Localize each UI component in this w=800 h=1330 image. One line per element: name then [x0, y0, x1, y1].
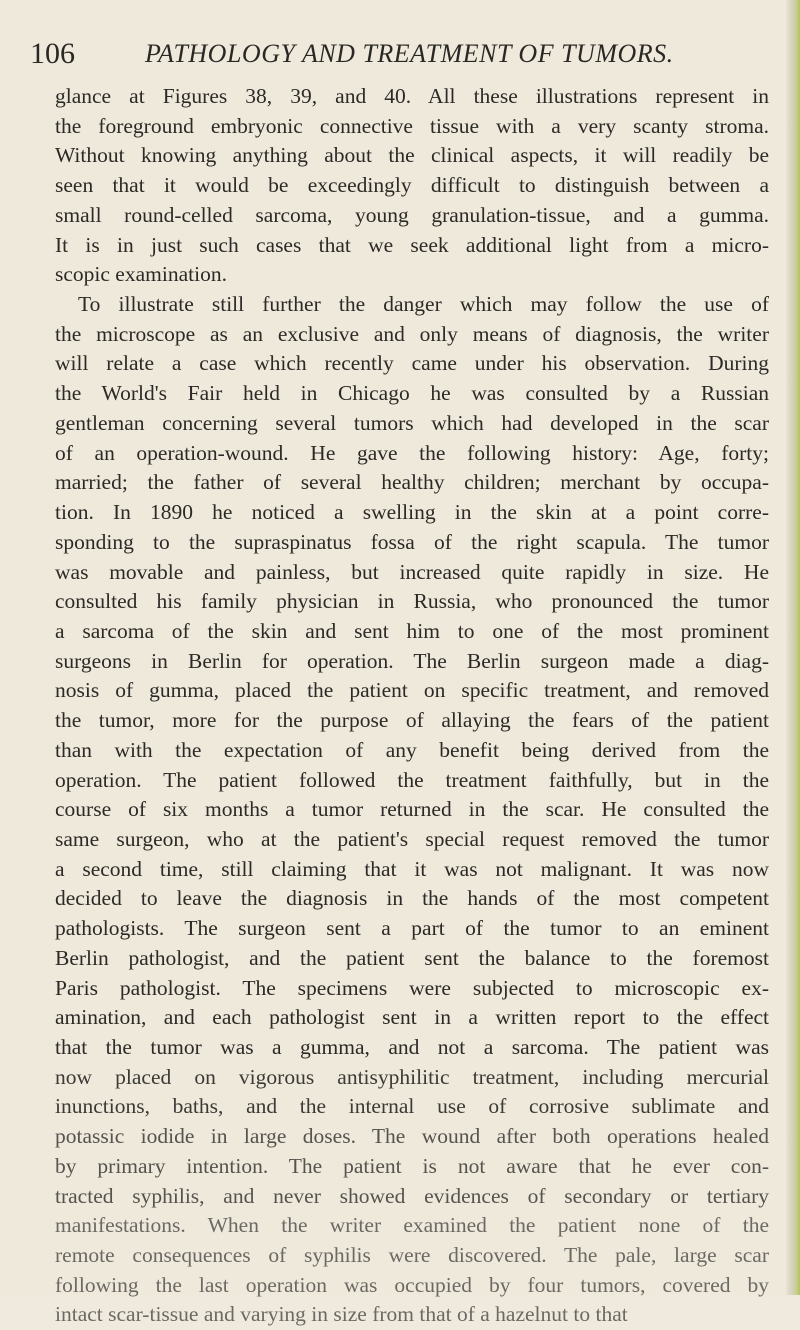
- text-line: a second time, still claiming that it was not malignant. It was now: [55, 856, 769, 881]
- text-line: consulted his family physician in Russia, who pronounced the tumor: [55, 589, 769, 614]
- text-line: of an operation-wound. He gave the following history: Age, forty;: [55, 440, 769, 465]
- text-line: tion. In 1890 he noticed a swelling in the skin at a point corre-: [55, 500, 769, 525]
- text-line: that the tumor was a gumma, and not a sarcoma. The patient was: [55, 1035, 769, 1059]
- text-line: will relate a case which recently came under his observation. During: [55, 351, 769, 376]
- text-line: Berlin pathologist, and the patient sent the balance to the foremost: [55, 945, 769, 970]
- text-line: a sarcoma of the skin and sent him to one of the most prominent: [55, 618, 769, 643]
- text-line: decided to leave the diagnosis in the hands of the most competent: [55, 886, 769, 911]
- text-line: tracted syphilis, and never showed evidences of secondary or tertiary: [55, 1183, 769, 1208]
- text-line: now placed on vigorous antisyphilitic treatment, including mercurial: [55, 1064, 769, 1089]
- text-line: small round-celled sarcoma, young granulation-tissue, and a gumma.: [55, 202, 769, 227]
- text-line: married; the father of several healthy children; merchant by occupa-: [55, 470, 769, 495]
- text-line: operation. The patient followed the treatment faithfully, but in the: [55, 767, 769, 792]
- text-line: was movable and painless, but increased quite rapidly in size. He: [55, 559, 769, 584]
- text-line: sponding to the supraspinatus fossa of the right scapula. The tumor: [55, 529, 769, 554]
- text-line: inunctions, baths, and the internal use of corrosive sublimate and: [55, 1094, 769, 1119]
- text-line: than with the expectation of any benefit being derived from the: [55, 737, 769, 762]
- text-line: the foreground embryonic connective tissue with a very scanty stroma.: [55, 113, 769, 138]
- paragraph-first-line: To illustrate still further the danger which may follow the use of: [78, 292, 769, 317]
- text-line: the World's Fair held in Chicago he was consulted by a Russian: [55, 381, 769, 406]
- text-line: the tumor, more for the purpose of allaying the fears of the patient: [55, 708, 769, 733]
- text-line: potassic iodide in large doses. The wound after both operations healed: [55, 1124, 769, 1149]
- text-line: scopic examination.: [55, 262, 227, 287]
- text-line: seen that it would be exceedingly difficult to distinguish between a: [55, 173, 769, 198]
- text-line: surgeons in Berlin for operation. The Berlin surgeon made a diag-: [55, 648, 769, 673]
- text-line: amination, and each pathologist sent in a written report to the effect: [55, 1005, 769, 1030]
- text-line: It is in just such cases that we seek additional light from a micro-: [55, 232, 769, 257]
- text-line: manifestations. When the writer examined the patient none of the: [55, 1213, 769, 1238]
- text-line: intact scar-tissue and varying in size from that of a hazelnut to that: [55, 1302, 628, 1327]
- text-line: course of six months a tumor returned in the scar. He consulted the: [55, 797, 769, 822]
- text-line: Without knowing anything about the clinical aspects, it will readily be: [55, 143, 769, 168]
- text-line: same surgeon, who at the patient's special request removed the tumor: [55, 826, 769, 851]
- text-line: glance at Figures 38, 39, and 40. All these illustrations represent in: [55, 84, 769, 108]
- text-line: nosis of gumma, placed the patient on specific treatment, and removed: [55, 678, 769, 703]
- text-line: the microscope as an exclusive and only means of diagnosis, the writer: [55, 321, 769, 346]
- text-line: following the last operation was occupied by four tumors, covered by: [55, 1272, 769, 1297]
- body-text: [55, 82, 769, 1330]
- page-number: 106: [30, 37, 75, 70]
- page-header: [30, 34, 770, 74]
- running-title: PATHOLOGY AND TREATMENT OF TUMORS.: [145, 39, 674, 68]
- text-line: pathologists. The surgeon sent a part of the tumor to an eminent: [55, 916, 769, 941]
- text-line: remote consequences of syphilis were discovered. The pale, large scar: [55, 1243, 769, 1268]
- page-edge: [786, 0, 800, 1295]
- text-line: Paris pathologist. The specimens were subjected to microscopic ex-: [55, 975, 769, 1000]
- text-line: by primary intention. The patient is not aware that he ever con-: [55, 1153, 769, 1178]
- text-line: gentleman concerning several tumors which had developed in the scar: [55, 410, 769, 435]
